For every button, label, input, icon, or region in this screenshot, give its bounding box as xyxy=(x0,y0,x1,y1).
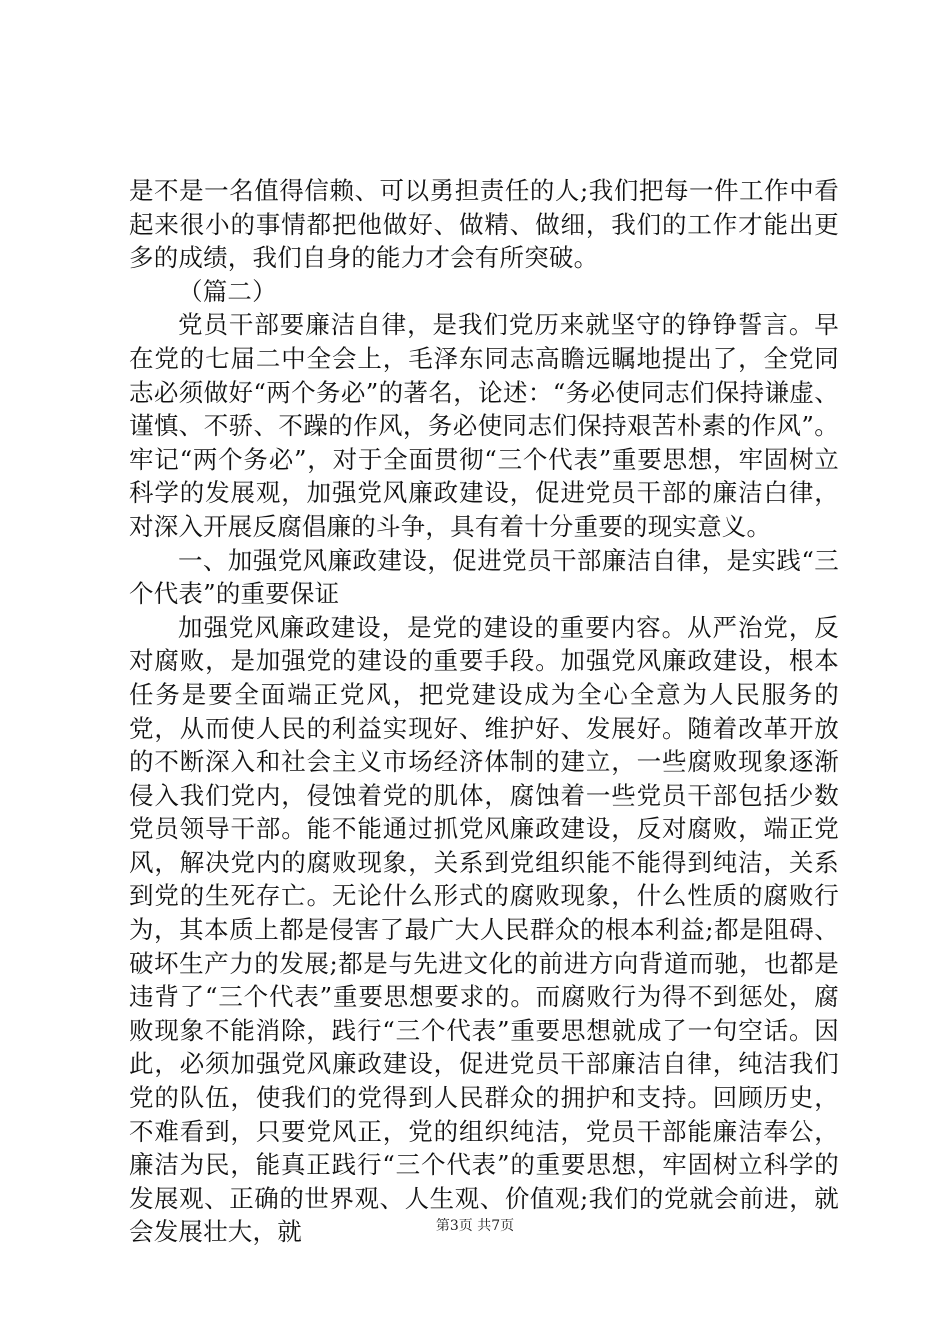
section-heading-part-two: （篇二） xyxy=(178,276,277,306)
paragraph-body: 加强党风廉政建设，是党的建设的重要内容。从严治党，反对腐败，是加强党的建设的重要手段。加强党风廉政建设，根本任务是要全面端正党风，把党建设成为全心全意为人民服务的党，从而使人民的利益实现好、维护好、发展好。随着改革开放的不断深入和社会主义市场经济体制的建立，一些腐败现象逐渐侵入我们党内，侵蚀着党的肌体，腐蚀着一些党员干部包括少数党员领导干部。能不能通过抓党风廉政建设，反对腐败，端正党风，解决党内的腐败现象，关系到党组织能不能得到纯洁，关系到党的生死存亡。无论什么形式的腐败现象，什么性质的腐败行为，其本质上都是侵害了最广大人民群众的根本利益;都是阻碍、破坏生产力的发展;都是与先进文化的前进方向背道而驰，也都是违背了“三个代表”重要思想要求的。而腐败行为得不到惩处，腐败现象不能消除，践行“三个代表”重要思想就成了一句空话。因此，必须加强党风廉政建设，促进党员干部廉洁自律，纯洁我们党的队伍，使我们的党得到人民群众的拥护和支持。回顾历史，不难看到，只要党风正，党的组织纯洁，党员干部能廉洁奉公，廉洁为民，能真正践行“三个代表”的重要思想，牢固树立科学的发展观、正确的世界观、人生观、价值观;我们的党就会前进，就会发展壮大，就 xyxy=(129,612,839,1247)
paragraph-intro: 党员干部要廉洁自律，是我们党历来就坚守的铮铮誓言。早在党的七届二中全会上，毛泽东同志高瞻远瞩地提出了，全党同志必须做好“两个务必”的著名，论述：“务必使同志们保持谦虚、谨慎、不骄、不躁的作风，务必使同志们保持艰苦朴素的作风”。牢记“两个务必”，对于全面贯彻“三个代表”重要思想，牢固树立科学的发展观，加强党风廉政建设，促进党员干部的廉洁白律，对深入开展反腐倡廉的斗争，具有着十分重要的现实意义。 xyxy=(129,310,839,541)
paragraph-continuation: 是不是一名值得信赖、可以勇担责任的人;我们把每一件工作中看起来很小的事情都把他做好、做精、做细，我们的工作才能出更多的成绩，我们自身的能力才会有所突破。 xyxy=(129,176,839,273)
document-body xyxy=(129,174,839,1249)
page-number-footer: 第3页 共7页 xyxy=(435,1218,515,1234)
section-heading-one: 一、加强党风廉政建设，促进党员干部廉洁自律，是实践“三个代表”的重要保证 xyxy=(129,545,839,609)
